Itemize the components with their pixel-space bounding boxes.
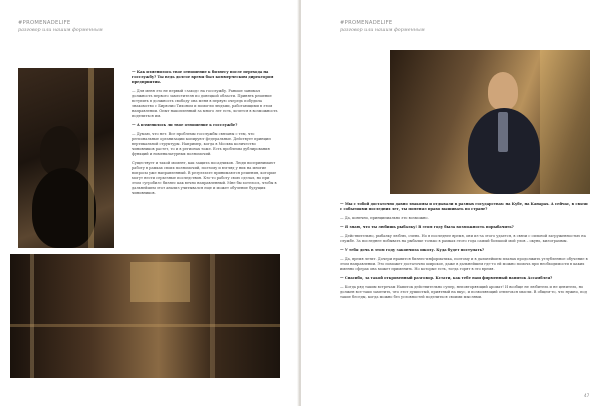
right-page bbox=[301, 0, 600, 406]
answer: — Действительно, рыбалку люблю, очень. Но в последнее время, они из-за этого удается, в связи с сильной загруженностью на службе. За последнее побывать на рыбалке только в рамках этого года самый большой мой улов – окунь, килограммы. bbox=[340, 234, 586, 243]
answer: Существует и такой момент, как защита посадчиков. Люди воспринимают работу в рамках своих полномочий, поэтому и взгляд у них на многие вопросы уже направленный. В результате принимаются решения, которые могут нести серьезные последствия. Кто-то работу свою сделал, но при этом «угробил» бизнес как вечно направленный. Мне бы хотелось, чтобы в дальнейшем этот анализ учитывался еще и может обучение будущих чиновников. bbox=[132, 161, 277, 195]
answer: — Для меня это не первый «заход» на госслужбу. Раньше занимал должность первого заместителя по донецкой области. Принять решение вступить в должность свободу она меня в первую очередь побудила знакомство с Бирюлио Тихоном и помогли людьми, работающими в этом направлении. Опыт накопленный за много лет есть, хочется в возможность поделиться им. bbox=[132, 89, 278, 118]
left-page bbox=[0, 0, 299, 406]
pillar bbox=[30, 254, 34, 378]
question: — У тебя дочь в этом году закончила школу. Куда будет поступать? bbox=[340, 248, 485, 252]
window-light bbox=[88, 68, 94, 248]
portrait-photo bbox=[18, 68, 114, 248]
page-number: 47 bbox=[584, 393, 590, 398]
pillar bbox=[210, 254, 215, 378]
interior-photo bbox=[10, 254, 280, 378]
lamp-glow bbox=[130, 262, 190, 302]
section-subtitle: разговор или нашим форменным bbox=[18, 28, 103, 33]
interview-column-right bbox=[340, 202, 590, 392]
question: — Как изменилось твое отношение к бизнесу после перехода на госслужбу? Ты ведь долгое время был коммерческим директором предприятия. bbox=[132, 70, 274, 84]
portrait-photo bbox=[390, 50, 590, 194]
answer: — Думаю, что нет. Все проблемы госслужбы связаны с тем, что региональные организации копируют федеральные. Действует принцип вертикальной структуры. Например, когда в Москва количество чиновников растет, то и в регионах тоже. Есть проблемы дублирования функций и номенклатурных полномочий. bbox=[132, 132, 271, 156]
answer: — Когда ряд таким встречам Напиток действительно супер, неповторяющий аромат! И вообще не любитель и не ценитель, но должен все-таки заметить, что этот душистый, приятный на вкус, и позволяющий отвлечься мысли. В общем-то, что нужно, под такие беседы, когда можно без условностей поделиться своими мыслями. bbox=[340, 285, 587, 299]
question: — Спасибо, за такой откровенный разговор. Кстати, как тебе наш фирменный напиток Ассамблея? bbox=[340, 276, 553, 280]
person-body bbox=[32, 168, 96, 248]
section-tag: #PROMENADELIFE bbox=[18, 20, 71, 26]
question: — А изменилось ли твое отношение к госслужбе? bbox=[132, 123, 238, 127]
section-subtitle: разговор или нашим форменным bbox=[340, 28, 425, 33]
answer: — Да, конечно, принципиально это возможно. bbox=[340, 216, 429, 220]
question: — Мы с тобой достаточно давно знакомы и отдыхали в разных государствах: на Кубе, на Канарах. А сейчас, в связи с событиями последних лет, ты поменял право вышивать по стране? bbox=[340, 202, 588, 211]
answer: — Да, время летит. Дочери нравится бизнес-информатика, поэтому и в дальнейшем планах продолжить углубленное обучение в этом направлении. Это поможет достаточно широкое, даже в дальнейшем где-то ей можно помочь при необходимости в каких именно сферах она может применить. Но которые есть, тогда горят в это время. bbox=[340, 257, 588, 271]
question: — Я знаю, что ты любишь рыбалку! В этом году была возможность порыбачить? bbox=[340, 225, 514, 229]
section-tag: #PROMENADELIFE bbox=[340, 20, 393, 26]
window-light bbox=[540, 50, 590, 194]
tie bbox=[498, 112, 508, 152]
bar-counter bbox=[10, 324, 280, 327]
person-head bbox=[488, 72, 518, 110]
interview-column-left bbox=[132, 70, 278, 250]
